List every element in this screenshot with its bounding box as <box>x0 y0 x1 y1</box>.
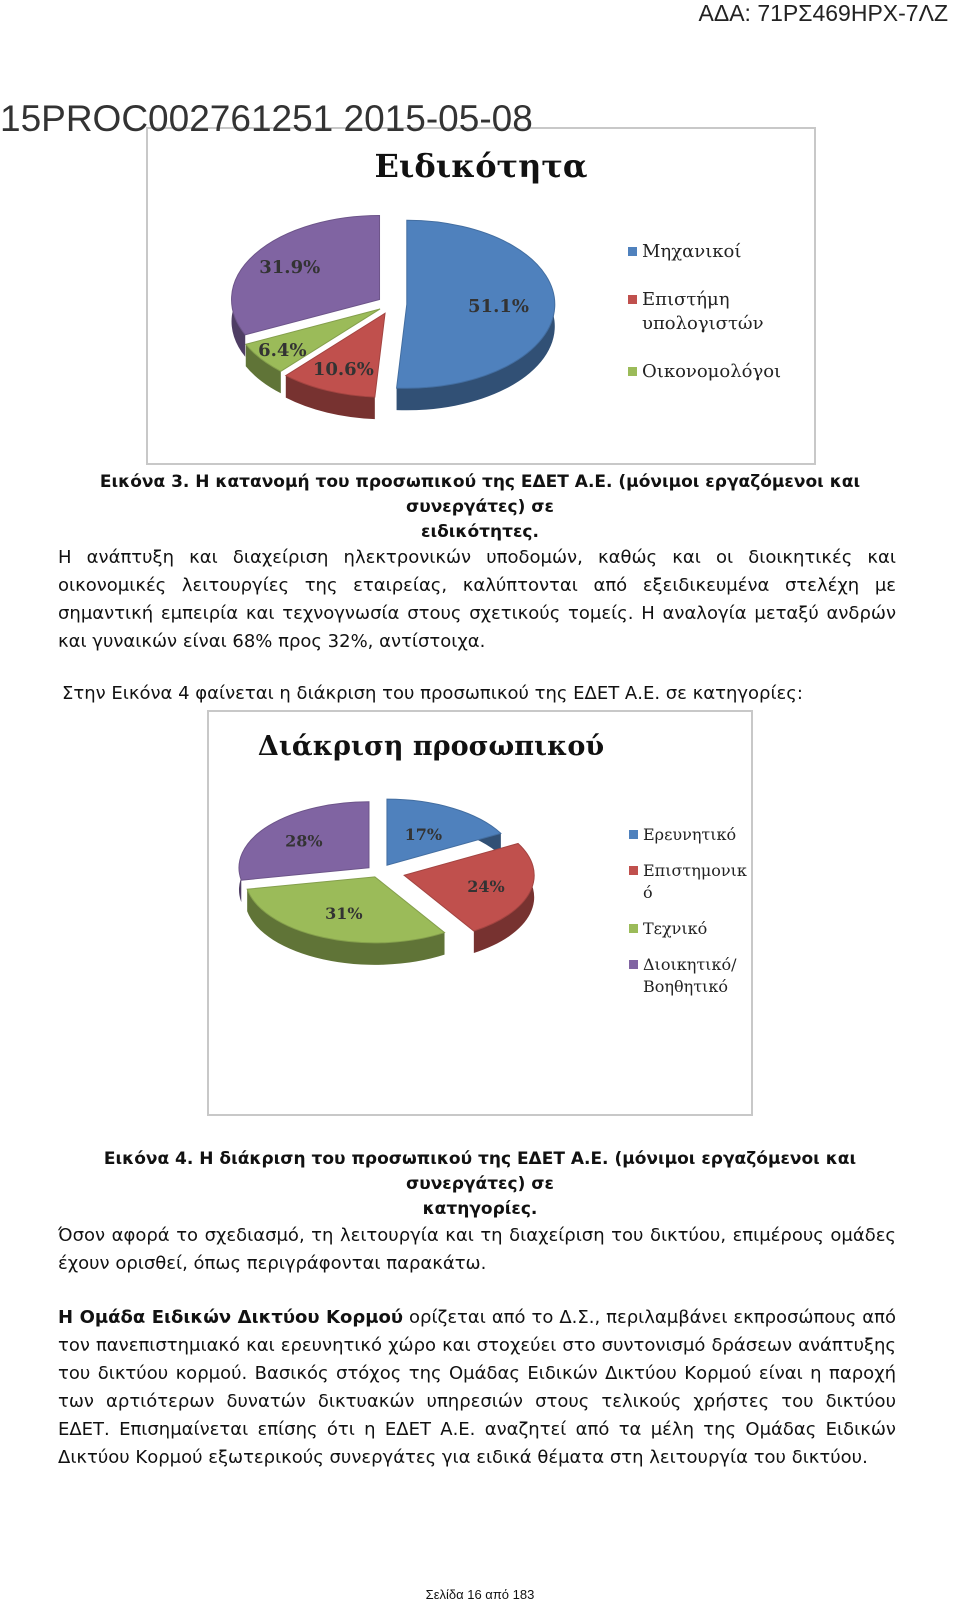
data-label: 24% <box>467 876 505 896</box>
legend-label: Μηχανικοί <box>642 241 742 262</box>
figure4-caption <box>60 1147 900 1222</box>
legend-label: Τεχνικό <box>643 919 708 938</box>
specialty-pie-chart <box>148 129 814 463</box>
legend-swatch <box>629 830 638 839</box>
figure4-caption-line2: κατηγορίες. <box>422 1199 538 1219</box>
legend-label: Επιστημονικ <box>643 861 747 880</box>
data-label: 51.1% <box>468 296 529 318</box>
data-label: 31.9% <box>259 256 321 278</box>
legend-label: Διοικητικό/ <box>643 955 737 974</box>
legend-swatch <box>629 866 638 875</box>
legend-label: ό <box>643 883 653 902</box>
legend-label: Οικονομολόγοι <box>642 361 782 382</box>
data-label: 6.4% <box>258 339 307 361</box>
data-label: 17% <box>404 824 443 844</box>
legend-swatch <box>629 924 638 933</box>
legend-label: Βοηθητικό <box>643 977 728 996</box>
legend-swatch <box>628 295 637 304</box>
paragraph-3 <box>58 1304 896 1472</box>
data-label: 31% <box>325 904 363 924</box>
data-label: 10.6% <box>312 358 374 380</box>
figure4-caption-line1: Εικόνα 4. Η διάκριση του προσωπικού της ΕΔΕΤ Α.Ε. (μόνιμοι εργαζόμενοι και συνεργάτες) σε <box>103 1149 857 1194</box>
paragraph-2: Όσον αφορά το σχεδιασμό, τη λειτουργία και τη διαχείριση του δικτύου, επιμέρους ομάδες έχουν ορισθεί, όπως περιγράφονται παρακάτω. <box>58 1225 896 1274</box>
page-footer: Σελίδα 16 από 183 <box>425 1587 535 1602</box>
legend-label: υπολογιστών <box>642 313 764 334</box>
ada-code: ΑΔΑ: 71ΡΣ469ΗΡΧ-7ΛΖ <box>698 0 948 26</box>
paragraph-1: Η ανάπτυξη και διαχείριση ηλεκτρονικών υποδομών, καθώς και οι διοικητικές και οικονομικές λειτουργίες της εταιρείας, καλύπτονται από εξειδικευμένα στελέχη με σημαντική εμπειρία και τεχνογνωσία στους σχετικούς τομείς. Η αναλογία μεταξύ ανδρών και γυναικών είναι 68% προς 32%, αντίστοιχα. <box>58 547 896 652</box>
paragraph-3-text: ορίζεται από το Δ.Σ., περιλαμβάνει εκπροσώπους από τον πανεπιστημιακό και ερευνητικό χώρο και στοχεύει στο συντονισμό δράσεων ανάπτυξης του δικτύου κορμού. Βασικός στόχος της Ομάδας Ειδικών Δικτύου Κορμού είναι η παροχή των αρτιότερων δυνατών δικτυακών υπηρεσιών στους τελικούς χρήστες του δικτύου ΕΔΕΤ. Επισημαίνεται επίσης ότι η ΕΔΕΤ Α.Ε. αναζητεί από τα μέλη της Ομάδας Ειδικών Δικτύου Κορμού εξωτερικούς συνεργάτες για ειδικά θέματα στη λειτουργία του δικτύου. <box>58 1307 897 1468</box>
staff-category-pie-chart <box>209 712 751 1114</box>
figure3-caption-line2: ειδικότητες. <box>421 522 539 542</box>
figure3-box <box>146 127 816 465</box>
legend-label: Ερευνητικό <box>643 825 737 844</box>
protocol-number: 15PROC002761251 2015-05-08 <box>0 98 533 139</box>
chart1-title: Ειδικότητα <box>374 147 588 185</box>
figure3-caption-line1: Εικόνα 3. Η κατανομή του προσωπικού της ΕΔΕΤ Α.Ε. (μόνιμοι εργαζόμενοι και συνεργάτες) σε <box>99 472 861 517</box>
figure3-caption <box>60 470 900 545</box>
legend-swatch <box>629 960 638 969</box>
legend-swatch <box>628 247 637 256</box>
legend-swatch <box>628 367 637 376</box>
figure4-intro: Στην Εικόνα 4 φαίνεται η διάκριση του προσωπικού της ΕΔΕΤ Α.Ε. σε κατηγορίες: <box>62 683 803 704</box>
figure4-box <box>207 710 753 1116</box>
data-label: 28% <box>285 831 323 851</box>
chart2-title: Διάκριση προσωπικού <box>257 731 605 762</box>
legend-label: Επιστήμη <box>642 289 730 310</box>
core-network-team-heading: Η Ομάδα Ειδικών Δικτύου Κορμού <box>58 1307 404 1328</box>
